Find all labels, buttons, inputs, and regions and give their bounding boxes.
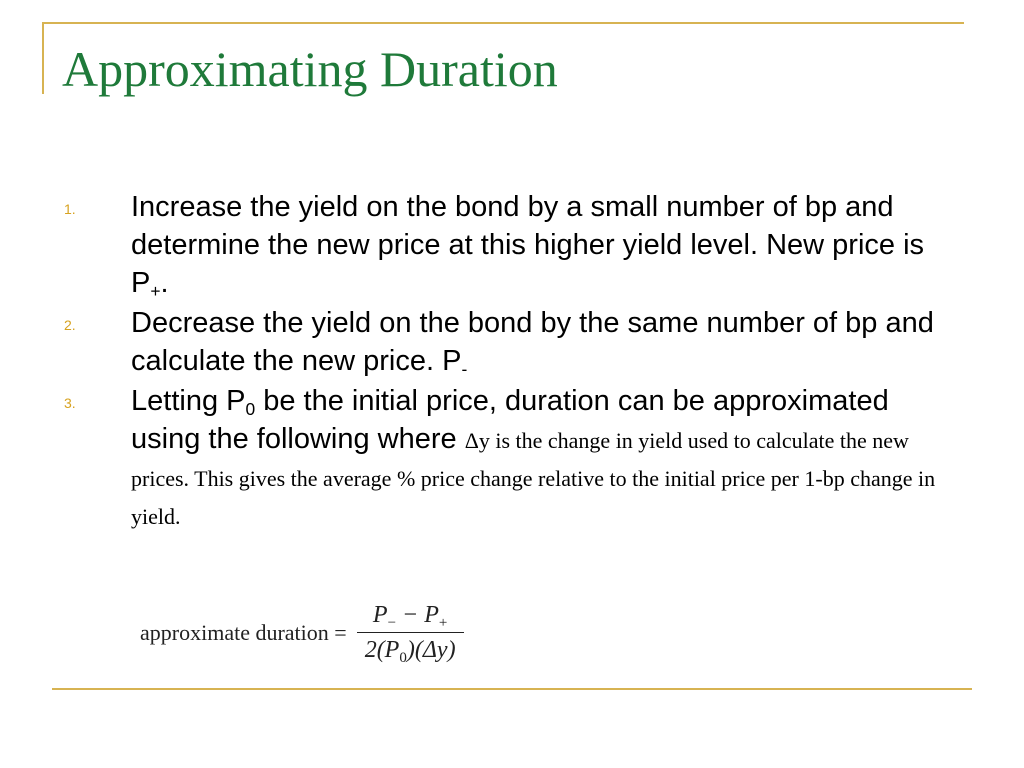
list-item <box>0 188 1024 302</box>
formula-denominator: $2(P_0)(\Delta y)$ <box>364 637 456 666</box>
list-item-text: Letting $P_0$ be the initial price, duration can be approximated using the following where Δy is the change in yield used to calculate the new prices. This gives the average % price change relative to the initial price per 1-bp change in yield. <box>131 385 936 529</box>
list-number: 2. <box>64 317 76 333</box>
slide-title: Approximating Duration <box>62 41 558 97</box>
list-number: 1. <box>64 201 76 217</box>
list-item <box>0 304 1024 380</box>
list-number: 3. <box>64 395 76 411</box>
frame-top-line <box>44 22 964 24</box>
formula-numerator: $P_- - P_+$ <box>372 602 448 631</box>
frame-bottom-line <box>52 688 972 690</box>
list-item <box>0 382 1024 534</box>
duration-formula <box>140 600 464 665</box>
numbered-list <box>0 188 1024 534</box>
list-item-text: Decrease the yield on the bond by the same number of bp and calculate the new price. $P_-$ <box>131 307 934 379</box>
fraction-bar <box>357 632 464 633</box>
formula-label: approximate duration = <box>140 619 347 645</box>
list-item-text: Increase the yield on the bond by a small number of bp and determine the new price at this higher yield level. New price is $P_+$. <box>131 191 925 301</box>
frame-left-line <box>42 22 44 94</box>
formula-fraction <box>357 600 464 665</box>
delta-y-explanation: Δy is the change in yield used to calculate the new prices. This gives the average % price change relative to the initial price per 1-bp change in yield. <box>131 428 936 529</box>
